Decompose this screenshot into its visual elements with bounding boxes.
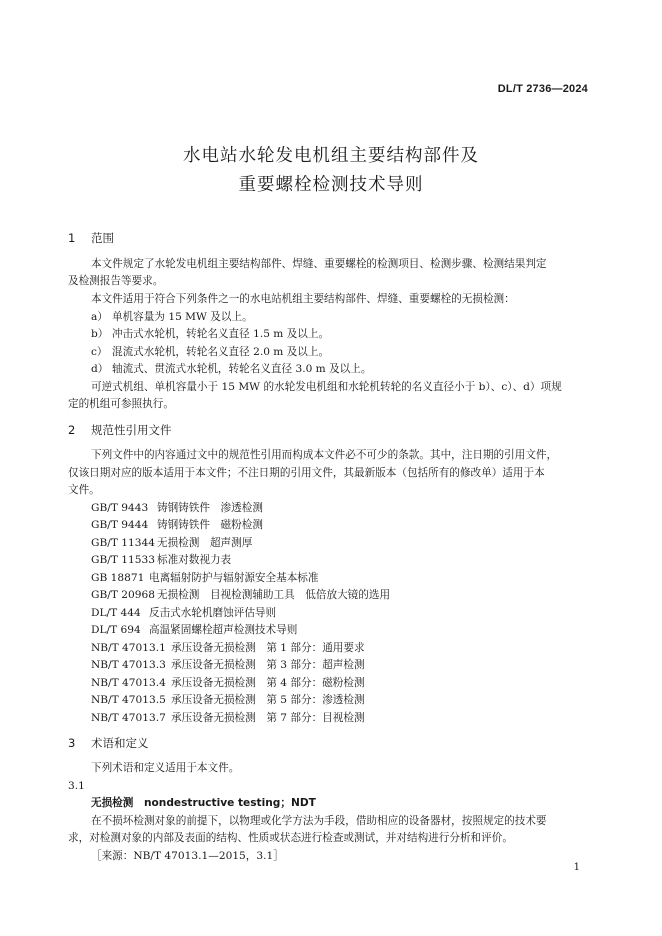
reference-code: GB 18871 (91, 572, 145, 584)
document-title-line-1: 水电站水轮发电机组主要结构部件及 (183, 146, 479, 166)
reference-code: GB/T 9444 (91, 519, 149, 531)
reference-title: 标准对数视力表 (157, 554, 232, 566)
term-title: 无损检测 nondestructive testing；NDT (91, 797, 316, 809)
definition-line: 求，对检测对象的内部及表面的结构、性质或状态进行检查或测试，并对结构进行分析和评价。 (68, 832, 513, 844)
reference-code: NB/T 47013.3 (91, 659, 166, 671)
section-3-heading (68, 735, 149, 751)
list-item (91, 362, 371, 376)
reference-title: 铸钢铸铁件 渗透检测 (157, 502, 263, 514)
section-2-heading (68, 422, 172, 438)
reference-title: 承压设备无损检测 第 5 部分：渗透检测 (171, 694, 365, 706)
reference-code: GB/T 9443 (91, 502, 149, 514)
reference-code: NB/T 47013.4 (91, 677, 166, 689)
paragraph-line: 本文件适用于符合下列条件之一的水电站机组主要结构部件、焊缝、重要螺栓的无损检测： (91, 293, 515, 305)
reference-code: DL/T 444 (91, 607, 141, 619)
definition-line: 在不损坏检测对象的前提下，以物理或化学方法为手段，借助相应的设备器材，按照规定的技术要 (91, 815, 547, 827)
reference-code: DL/T 694 (91, 624, 141, 636)
term-number: 3.1 (68, 780, 85, 792)
reference-item (91, 536, 252, 550)
reference-item (91, 553, 231, 567)
document-title-line-2: 重要螺栓检测技术导则 (238, 175, 424, 195)
list-item (91, 345, 329, 359)
list-item-text: 混流式水轮机，转轮名义直径 2.0 m 及以上。 (112, 346, 330, 358)
standard-code: DL/T 2736—2024 (497, 83, 588, 95)
paragraph-line: 定的机组可参照执行。 (68, 398, 174, 410)
section-number: 3 (68, 736, 76, 750)
reference-title: 铸钢铸铁件 磁粉检测 (157, 519, 263, 531)
reference-code: NB/T 47013.1 (91, 642, 166, 654)
list-item-text: 冲击式水轮机，转轮名义直径 1.5 m 及以上。 (112, 328, 330, 340)
section-number: 1 (68, 231, 76, 245)
reference-code: NB/T 47013.7 (91, 712, 166, 724)
reference-item (91, 623, 297, 637)
list-item-mark: b） (91, 328, 109, 340)
paragraph-line: 可逆式机组、单机容量小于 15 MW 的水轮发电机组和水轮机转轮的名义直径小于 b）、c）、d）项规 (91, 381, 562, 393)
reference-item (91, 641, 365, 655)
reference-title: 承压设备无损检测 第 1 部分：通用要求 (171, 642, 365, 654)
section-title: 范围 (91, 231, 114, 245)
reference-title: 承压设备无损检测 第 4 部分：磁粉检测 (171, 677, 365, 689)
reference-item (91, 501, 263, 515)
reference-item (91, 711, 365, 725)
list-item-mark: a） (91, 311, 108, 323)
page-number: 1 (573, 862, 580, 873)
list-item (91, 327, 329, 341)
paragraph-line: 及检测报告等要求。 (68, 275, 164, 287)
reference-code: GB/T 20968 (91, 589, 155, 601)
section-1-heading (68, 230, 114, 246)
paragraph-line: 本文件规定了水轮发电机组主要结构部件、焊缝、重要螺栓的检测项目、检测步骤、检测结果判定 (91, 258, 547, 270)
reference-code: GB/T 11533 (91, 554, 155, 566)
list-item-text: 轴流式、贯流式水轮机，转轮名义直径 3.0 m 及以上。 (112, 363, 372, 375)
term-source: ［来源：NB/T 47013.1—2015，3.1］ (91, 850, 284, 862)
reference-item (91, 606, 276, 620)
list-item (91, 310, 253, 324)
reference-title: 反击式水轮机磨蚀评估导则 (149, 607, 277, 619)
paragraph-line: 下列术语和定义适用于本文件。 (91, 762, 240, 774)
reference-code: NB/T 47013.5 (91, 694, 166, 706)
paragraph-line: 文件。 (68, 484, 100, 496)
reference-item (91, 693, 365, 707)
section-number: 2 (68, 423, 76, 437)
reference-title: 高温紧固螺栓超声检测技术导则 (149, 624, 298, 636)
list-item-text: 单机容量为 15 MW 及以上。 (112, 311, 253, 323)
reference-title: 无损检测 目视检测辅助工具 低倍放大镜的选用 (157, 589, 391, 601)
reference-item (91, 518, 263, 532)
reference-title: 无损检测 超声测厚 (157, 537, 253, 549)
paragraph-line: 仅该日期对应的版本适用于本文件；不注日期的引用文件，其最新版本（包括所有的修改单）适用于本 (68, 467, 545, 479)
paragraph-line: 下列文件中的内容通过文中的规范性引用而构成本文件必不可少的条款。其中，注日期的引用文件， (91, 449, 558, 461)
reference-item (91, 588, 390, 602)
section-title: 规范性引用文件 (91, 423, 172, 437)
reference-item (91, 676, 365, 690)
reference-title: 承压设备无损检测 第 3 部分：超声检测 (171, 659, 365, 671)
reference-item (91, 658, 365, 672)
reference-title: 电离辐射防护与辐射源安全基本标准 (149, 572, 319, 584)
reference-code: GB/T 11344 (91, 537, 155, 549)
reference-title: 承压设备无损检测 第 7 部分：目视检测 (171, 712, 365, 724)
list-item-mark: c） (91, 346, 108, 358)
reference-item (91, 571, 319, 585)
section-title: 术语和定义 (91, 736, 149, 750)
list-item-mark: d） (91, 363, 109, 375)
